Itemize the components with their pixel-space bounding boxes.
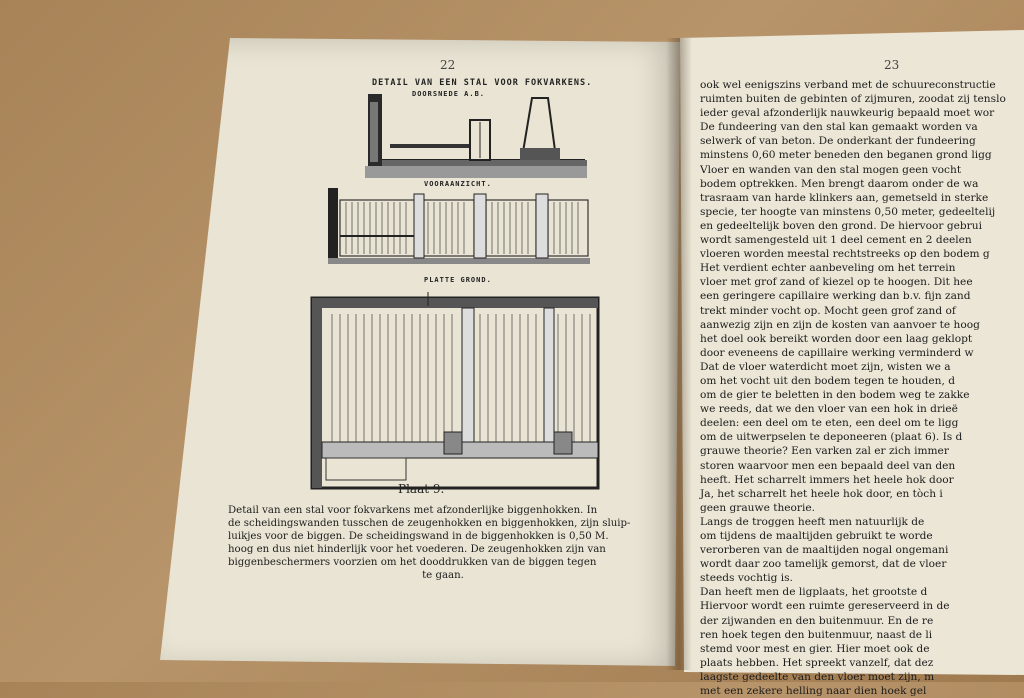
left-page-number: 22	[440, 58, 456, 72]
text-line: verorberen van de maaltijden nogal ongemani	[700, 544, 949, 557]
figure-caption	[228, 504, 658, 582]
text-line: om tijdens de maaltijden gebruikt te worde	[700, 530, 933, 542]
text-line: Hiervoor wordt een ruimte gereserveerd in de	[700, 600, 950, 613]
text-line: steeds vochtig is.	[700, 572, 793, 585]
text-line: het doel ook bereikt worden door een laag geklopt	[700, 332, 973, 345]
text-line: door eveneens de capillaire werking verminderd w	[700, 346, 974, 359]
text-line: specie, ter hoogte van minstens 0,50 meter, gedeeltelij	[700, 205, 996, 218]
text-line: en gedeeltelijk boven den grond. De hiervoor gebrui	[700, 219, 982, 232]
caption-line: hoog en dus niet hinderlijk voor het voederen. De zeugenhokken zijn van	[228, 544, 606, 555]
text-line: trasraam van harde klinkers aan, gemetseld in sterke	[700, 191, 989, 204]
text-line: der zijwanden en den buitenmuur. En de re	[700, 614, 934, 627]
caption-line: te gaan.	[422, 570, 464, 581]
text-line: vloeren worden meestal rechtstreeks op den bodem g	[700, 248, 990, 261]
text-line: een geringere capillaire werking dan b.v. fijn zand	[700, 290, 971, 303]
text-line: wordt daar zoo tamelijk gemorst, dat de vloer	[700, 558, 947, 571]
caption-line: de scheidingswanden tusschen de zeugenhokken en biggenhokken, zijn sluip-	[228, 518, 631, 529]
plan-drawing	[308, 292, 600, 492]
plate-title: Plaat 9.	[398, 482, 445, 496]
text-line: aanwezig zijn en zijn de kosten van aanvoer te hoog	[700, 318, 980, 331]
caption-line: biggenbeschermers voorzien om het dooddrukken van de biggen tegen	[228, 557, 597, 568]
elevation-drawing	[326, 186, 592, 268]
text-line: ruimten buiten de gebinten of zijmuren, zoodat zij tenslo	[700, 93, 1006, 106]
text-line: wordt samengesteld uit 1 deel cement en 2 deelen	[700, 234, 972, 247]
elevation-label: VOORAANZICHT.	[424, 180, 492, 188]
text-line: vloer met grof zand of kiezel op te hoogen. Dit hee	[700, 276, 973, 289]
text-line: Ja, het scharrelt het heele hok door, en tòch i	[700, 487, 943, 500]
text-line: ieder geval afzonderlijk nauwkeurig bepaald moet wor	[700, 107, 995, 120]
text-line: we reeds, dat we den vloer van een hok in drieë	[700, 403, 958, 416]
text-line: De fundeering van den stal kan gemaakt worden va	[700, 121, 978, 134]
plan-label: PLATTE GROND.	[424, 276, 492, 284]
text-line: storen waarvoor men een bepaald deel van den	[700, 459, 956, 472]
text-line: Dat de vloer waterdicht moet zijn, wisten we a	[700, 360, 951, 373]
text-line: selwerk of van beton. De onderkant der fundeering	[700, 135, 976, 148]
text-line: bodem optrekken. Men brengt daarom onder de wa	[700, 177, 979, 190]
section-drawing	[360, 92, 590, 182]
text-line: ren hoek tegen den buitenmuur, naast de li	[700, 628, 933, 641]
text-line: om het vocht uit den bodem tegen te houden, d	[700, 374, 956, 387]
right-page-text	[700, 78, 1024, 698]
section-label: DOORSNEDE A.B.	[412, 90, 486, 98]
text-line: plaats hebben. Het spreekt vanzelf, dat dez	[700, 656, 934, 669]
figure-heading: DETAIL VAN EEN STAL VOOR FOKVARKENS.	[372, 78, 593, 88]
text-line: trekt minder vocht op. Mocht geen grof zand of	[700, 304, 956, 317]
text-line: ook wel eenigszins verband met de schuureconstructie	[700, 79, 996, 91]
text-line: Vloer en wanden van den stal mogen geen vocht	[700, 163, 962, 176]
text-line: stemd voor mest en gier. Hier moet ook de	[700, 642, 930, 655]
text-line: Langs de troggen heeft men natuurlijk de	[700, 515, 925, 528]
text-line: minstens 0,60 meter beneden den beganen grond ligg	[700, 149, 992, 162]
book-gutter	[666, 38, 692, 670]
text-line: laagste gedeelte van den vloer moet zijn, m	[700, 670, 935, 683]
text-line: Dan heeft men de ligplaats, het grootste d	[700, 586, 928, 599]
text-line: met een zekere helling naar dien hoek gel	[700, 685, 927, 698]
text-line: om de uitwerpselen te deponeeren (plaat 6). Is d	[700, 431, 963, 444]
text-line: geen grauwe theorie.	[700, 501, 816, 514]
text-line: heeft. Het scharrelt immers het heele hok door	[700, 473, 954, 486]
text-line: deelen: een deel om te eten, een deel om te ligg	[700, 417, 959, 430]
text-line: Het verdient echter aanbeveling om het terrein	[700, 262, 956, 275]
text-line: om de gier te beletten in den bodem weg te zakke	[700, 389, 970, 402]
caption-line: luikjes voor de biggen. De scheidingswand in de biggenhokken is 0,50 M.	[228, 531, 609, 542]
text-line: grauwe theorie? Een varken zal er zich immer	[700, 445, 949, 458]
right-page-number: 23	[884, 58, 900, 72]
caption-line: Detail van een stal voor fokvarkens met afzonderlijke biggenhokken. In	[228, 505, 598, 516]
